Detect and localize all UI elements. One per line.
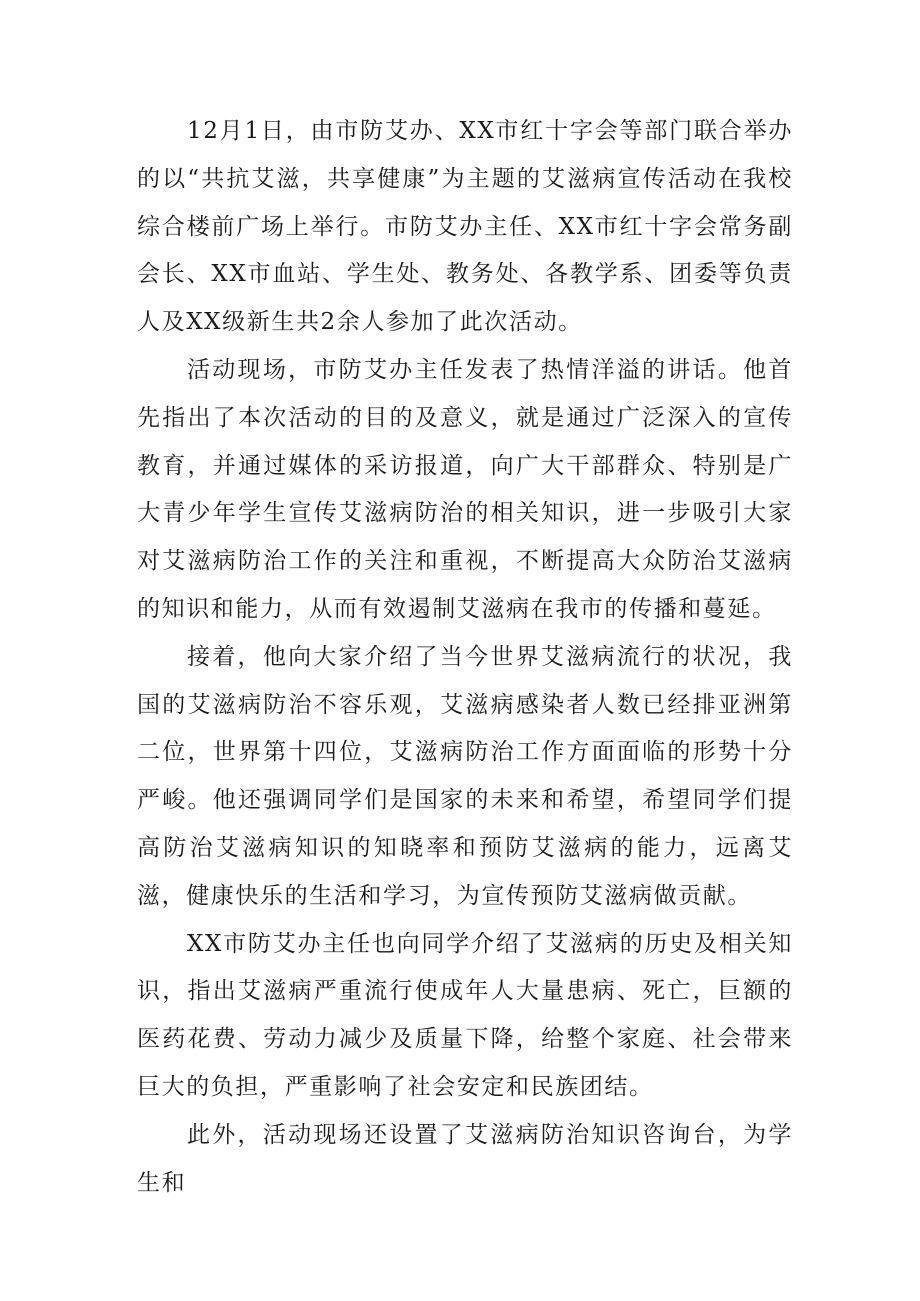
document-body bbox=[137, 108, 793, 1207]
paragraph-3: 接着，他向大家介绍了当今世界艾滋病流行的状况，我国的艾滋病防治不容乐观，艾滋病感染者人数已经排亚洲第二位，世界第十四位，艾滋病防治工作方面面临的形势十分严峻。他还强调同学们是国家的未来和希望，希望同学们提高防治艾滋病知识的知晓率和预防艾滋病的能力，远离艾滋，健康快乐的生活和学习，为宣传预防艾滋病做贡献。 bbox=[137, 643, 793, 909]
paragraph-4: XX市防艾办主任也向同学介绍了艾滋病的历史及相关知识，指出艾滋病严重流行使成年人大量患病、死亡，巨额的医药花费、劳动力减少及质量下降，给整个家庭、社会带来巨大的负担，严重影响了社会安定和民族团结。 bbox=[137, 930, 793, 1100]
paragraph-1: 12月1日，由市防艾办、XX市红十字会等部门联合举办的以“共抗艾滋，共享健康”为主题的艾滋病宣传活动在我校综合楼前广场上举行。市防艾办主任、XX市红十字会常务副会长、XX市血站、学生处、教务处、各教学系、团委等负责人及XX级新生共2余人参加了此次活动。 bbox=[137, 118, 793, 336]
paragraph-5: 此外，活动现场还设置了艾滋病防治知识咨询台，为学生和 bbox=[137, 1121, 793, 1196]
paragraph-2: 活动现场，市防艾办主任发表了热情洋溢的讲话。他首先指出了本次活动的目的及意义，就是通过广泛深入的宣传教育，并通过媒体的采访报道，向广大干部群众、特别是广大青少年学生宣传艾滋病防治的相关知识，进一步吸引大家对艾滋病防治工作的关注和重视，不断提高大众防治艾滋病的知识和能力，从而有效遏制艾滋病在我市的传播和蔓延。 bbox=[137, 356, 793, 622]
